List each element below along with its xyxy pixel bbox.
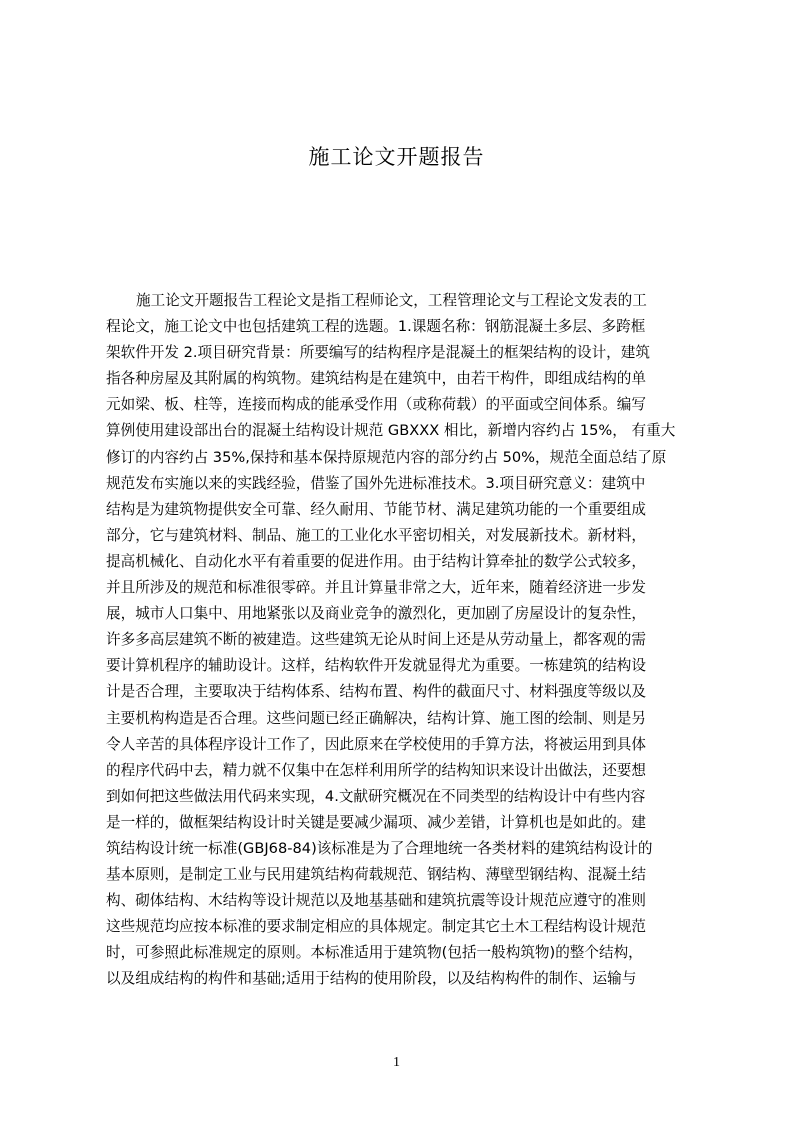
body-line: 施工论文开题报告工程论文是指工程师论文，工程管理论文与工程论文发表的工	[136, 292, 647, 309]
body-line: 要计算机程序的辅助设计。这样，结构软件开发就显得尤为重要。一栋建筑的结构设	[106, 657, 646, 675]
body-line: 令人辛苦的具体程序设计工作了，因此原来在学校使用的手算方法，将被运用到具体	[106, 735, 646, 753]
body-line: 并且所涉及的规范和标准很零碎。并且计算量非常之大，近年来，随着经济进一步发	[106, 579, 646, 597]
body-line: 架软件开发 2.项目研究背景：所要编写的结构程序是混凝土的框架结构的设计，建筑	[106, 344, 650, 362]
body-line: 展，城市人口集中、用地紧张以及商业竞争的激烈化，更加剧了房屋设计的复杂性，	[106, 605, 646, 623]
body-line: 以及组成结构的构件和基础;适用于结构的使用阶段，以及结构构件的制作、运输与	[106, 970, 637, 988]
body-line: 元如梁、板、柱等，连接而构成的能承受作用（或称荷载）的平面或空间体系。编写	[106, 396, 646, 414]
body-line: 指各种房屋及其附属的构筑物。建筑结构是在建筑中，由若干构件，即组成结构的单	[106, 370, 646, 388]
body-line: 许多多高层建筑不断的被建造。这些建筑无论从时间上还是从劳动量上，都客观的需	[106, 631, 646, 649]
body-text	[106, 288, 706, 993]
body-line: 结构是为建筑物提供安全可靠、经久耐用、节能节材、满足建筑功能的一个重要组成	[106, 500, 646, 518]
body-line: 筑结构设计统一标准(GBJ68-84)该标准是为了合理地统一各类材料的建筑结构设计的	[106, 839, 653, 857]
body-line: 主要机构构造是否合理。这些问题已经正确解决，结构计算、施工图的绘制、则是另	[106, 709, 646, 727]
body-line: 计是否合理，主要取决于结构体系、结构布置、构件的截面尺寸、材料强度等级以及	[106, 683, 646, 701]
body-line: 这些规范均应按本标准的要求制定相应的具体规定。制定其它土木工程结构设计规范	[106, 918, 646, 936]
document-title: 施工论文开题报告	[308, 145, 485, 169]
body-line: 时，可参照此标准规定的原则。本标准适用于建筑物(包括一般构筑物)的整个结构，	[106, 944, 643, 962]
body-line: 算例使用建设部出台的混凝土结构设计规范 GBXXX 相比，新增内容约占 15%， 有重大	[106, 422, 676, 440]
body-line: 构、砌体结构、木结构等设计规范以及地基基础和建筑抗震等设计规范应遵守的准则	[106, 892, 646, 910]
page-number: 1	[393, 1055, 400, 1070]
body-line: 的程序代码中去，精力就不仅集中在怎样利用所学的结构知识来设计出做法，还要想	[106, 761, 646, 779]
body-line: 规范发布实施以来的实践经验，借鉴了国外先进标准技术。3.项目研究意义：建筑中	[106, 474, 646, 492]
body-line: 程论文，施工论文中也包括建筑工程的选题。1.课题名称：钢筋混凝土多层、多跨框	[106, 318, 646, 336]
body-line: 是一样的，做框架结构设计时关键是要减少漏项、减少差错，计算机也是如此的。建	[106, 813, 646, 831]
body-line: 部分，它与建筑材料、制品、施工的工业化水平密切相关，对发展新技术。新材料，	[106, 526, 646, 544]
body-line: 到如何把这些做法用代码来实现，4.文献研究概况在不同类型的结构设计中有些内容	[106, 787, 646, 805]
body-line: 基本原则，是制定工业与民用建筑结构荷载规范、钢结构、薄壁型钢结构、混凝土结	[106, 866, 646, 884]
body-line: 提高机械化、自动化水平有着重要的促进作用。由于结构计算牵扯的数学公式较多，	[106, 552, 646, 570]
body-line: 修订的内容约占 35%,保持和基本保持原规范内容的部分约占 50%，规范全面总结了原	[106, 448, 667, 466]
